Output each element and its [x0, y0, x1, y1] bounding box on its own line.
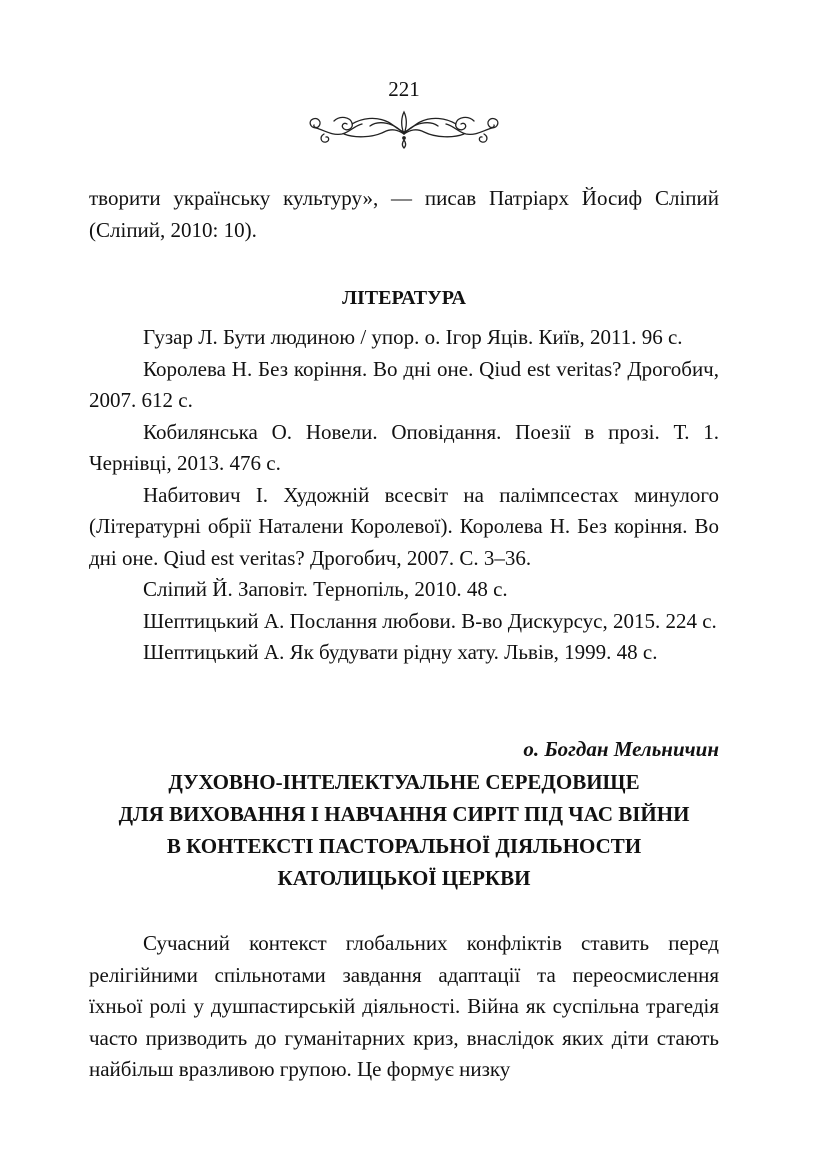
page-number: 221 [388, 77, 420, 101]
article-title-line: В КОНТЕКСТІ ПАСТОРАЛЬНОЇ ДІЯЛЬНОСТИ [166, 834, 642, 858]
reference-list [89, 322, 719, 669]
article-author: о. Богдан Мельничин [523, 737, 719, 761]
article-title-line: КАТОЛИЦЬКОЇ ЦЕРКВИ [277, 866, 531, 890]
reference-item: Кобилянська О. Новели. Оповідання. Поезії в прозі. Т. 1. Чернівці, 2013. 476 с. [89, 419, 719, 475]
decorative-flourish-icon [304, 104, 504, 152]
literature-heading: ЛІТЕРАТУРА [342, 287, 466, 309]
article-title-line: ДЛЯ ВИХОВАННЯ І НАВЧАННЯ СИРІТ ПІД ЧАС ВІЙНИ [118, 802, 690, 826]
article-body-paragraph: Сучасний контекст глобальних конфліктів ставить перед релігійними спільнотами завдання адаптації та переосмислення їхньої ролі у душпастирській діяльності. Війна як суспільна трагедія часто призводить до гуманітарних криз, внаслідок яких діти стають найбільш вразливою групою. Це формує низку [89, 931, 719, 1081]
reference-item: Сліпий Й. Заповіт. Тернопіль, 2010. 48 с. [143, 577, 508, 601]
reference-item: Шептицький А. Послання любови. В-во Дискурсус, 2015. 224 с. [143, 608, 717, 633]
reference-item: Шептицький А. Як будувати рідну хату. Львів, 1999. 48 с. [143, 640, 658, 664]
article-title [89, 766, 719, 894]
reference-item: Гузар Л. Бути людиною / упор. о. Ігор Яців. Київ, 2011. 96 с. [143, 325, 683, 349]
article-title-line: ДУХОВНО-ІНТЕЛЕКТУАЛЬНЕ СЕРЕДОВИЩЕ [168, 770, 640, 794]
reference-item: Королева Н. Без коріння. Во дні оне. Qiud est veritas? Дрогобич, 2007. 612 с. [89, 356, 719, 412]
reference-item: Набитович І. Художній всесвіт на палімпсестах минулого (Літературні обрії Наталени Королевої). Королева Н. Без коріння. Во дні оне. Qiud est veritas? Дрогобич, 2007. С. 3–36. [89, 482, 719, 570]
intro-paragraph: творити українську культуру», — писав Патріарх Йосиф Сліпий (Сліпий, 2010: 10). [89, 186, 719, 242]
